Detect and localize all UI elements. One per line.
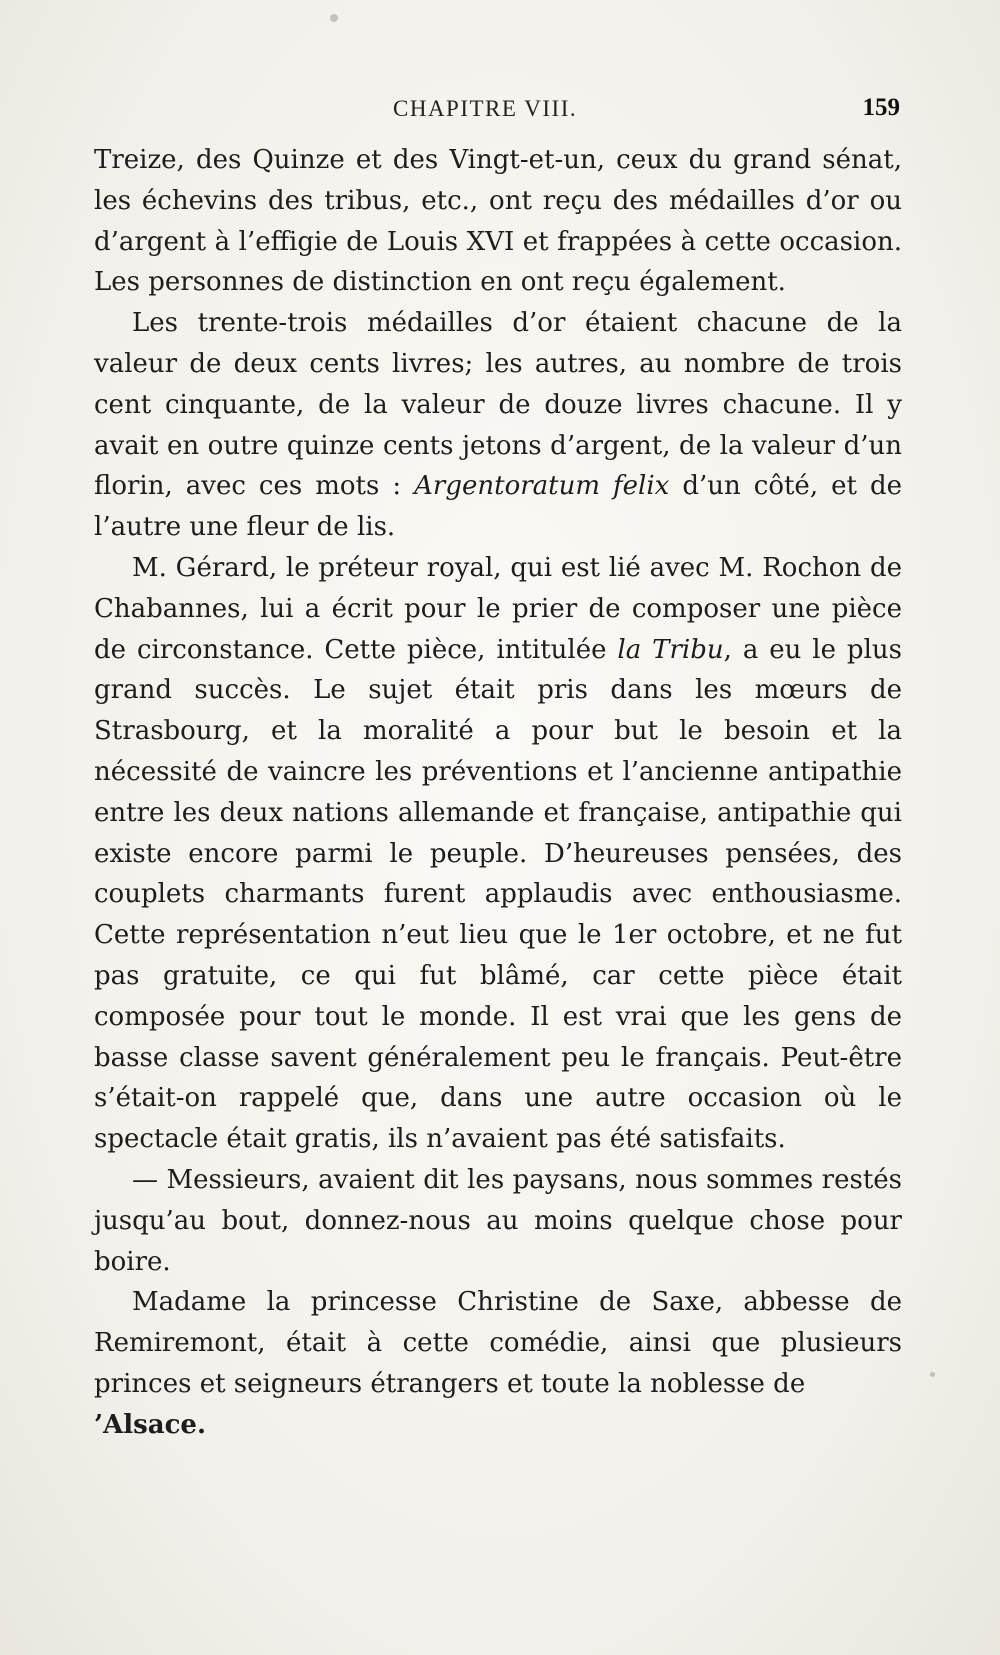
body-text (94, 140, 902, 1446)
paragraph-4: — Messieurs, avaient dit les paysans, nous sommes restés jusqu’au bout, donnez-nous au moins quelque chose pour boire. (94, 1164, 902, 1277)
paragraph-3-text-b: , a eu le plus grand succès. Le sujet était pris dans les mœurs de Strasbourg, et la moralité a pour but le besoin et la nécessité de vaincre les préventions et l’ancienne antipathie entre les deux nations allemande et française, antipathie qui existe encore parmi le peuple. D’heureuses pensées, des couplets charmants furent applaudis avec enthousiasme. Cette représentation n’eut lieu que le 1er octobre, et ne fut pas gratuite, ce qui fut blâmé, car cette pièce était composée pour tout le monde. Il est vrai que les gens de basse classe savent généralement peu le français. Peut-être s’était-on rappelé que, dans une autre occasion où le spectacle était gratis, ils n’avaient pas été satisfaits. (94, 634, 902, 1155)
paragraph-3-italic: la Tribu (617, 634, 724, 665)
paragraph-3 (94, 548, 902, 1160)
page-header (108, 96, 900, 126)
paragraph-2 (94, 303, 902, 548)
paragraph-3-text-a: M. Gérard, le préteur royal, qui est lié avec M. Rochon de Chabannes, lui a écrit pour le prier de composer une pièce de circonstance. Cette pièce, intitulée (94, 552, 902, 665)
running-head: CHAPITRE VIII. (393, 96, 578, 121)
ink-speck (930, 1372, 935, 1377)
paragraph-2-text-b: d’un côté, et de l’autre une fleur de lis. (94, 471, 902, 543)
ink-speck (330, 14, 338, 22)
paragraph-1: Treize, des Quinze et des Vingt-et-un, ceux du grand sénat, les échevins des tribus, etc., ont reçu des médailles d’or ou d’argent à l’effigie de Louis XVI et frappées à cette occasion. Les personnes de distinction en ont reçu également. (94, 145, 902, 298)
paragraph-2-text-a: Les trente-trois médailles d’or étaient chacune de la valeur de deux cents livres; les autres, au nombre de trois cent cinquante, de la valeur de douze livres chacune. Il y avait en outre quinze cents jetons d’argent, de la valeur d’un florin, avec ces mots : (94, 308, 902, 502)
page-number: 159 (862, 94, 900, 121)
paragraph-6: ’Alsace. (94, 1409, 207, 1440)
paragraph-5: Madame la princesse Christine de Saxe, abbesse de Remiremont, était à cette comédie, ainsi que plusieurs princes et seigneurs étrangers et toute la noblesse de (94, 1287, 902, 1399)
paragraph-2-italic: Argentoratum felix (414, 471, 670, 502)
